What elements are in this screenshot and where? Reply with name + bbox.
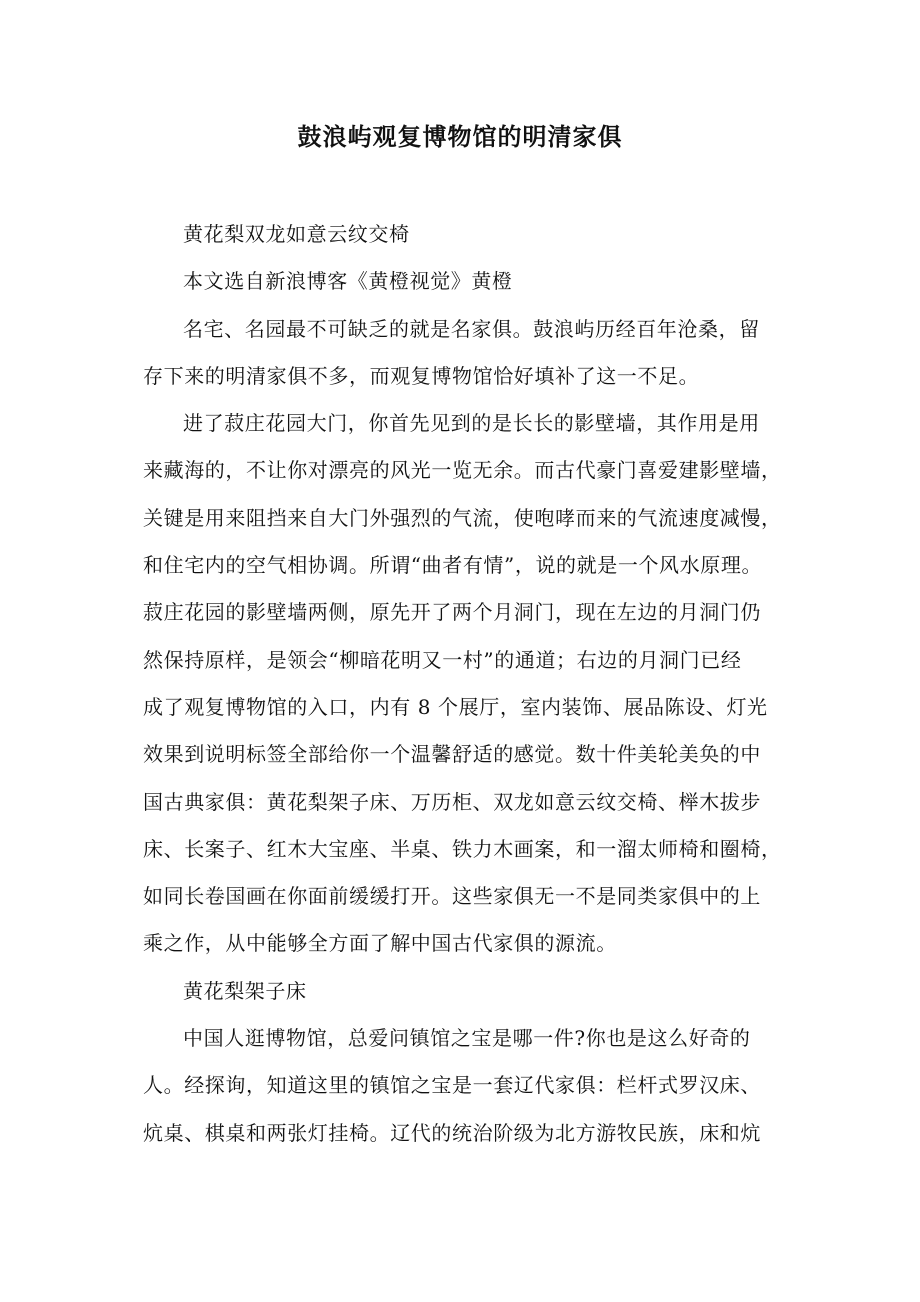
paragraph	[143, 314, 788, 409]
text-line: 成了观复博物馆的入口，内有 8 个展厅，室内装饰、展品陈设、灯光	[143, 694, 768, 719]
text-line: 然保持原样，是领会“柳暗花明又一村”的通道；右边的月洞门已经	[143, 647, 742, 672]
text-line: 菽庄花园的影壁墙两侧，原先开了两个月洞门，现在左边的月洞门仍	[143, 600, 761, 625]
text-line: 名宅、名园最不可缺乏的就是名家俱。鼓浪屿历经百年沧桑，留	[183, 316, 760, 341]
text-line: 乘之作，从中能够全方面了解中国古代家俱的源流。	[143, 931, 617, 956]
document-title: 鼓浪屿观复博物馆的明清家俱	[297, 122, 623, 151]
document-body	[143, 219, 788, 1165]
text-line: 炕桌、棋桌和两张灯挂椅。辽代的统治阶级为北方游牧民族，床和炕	[143, 1120, 761, 1145]
text-line: 床、长案子、红木大宝座、半桌、铁力木画案，和一溜太师椅和圈椅，	[143, 836, 782, 861]
text-line: 黄花梨双龙如意云纹交椅	[183, 222, 410, 246]
text-line: 本文选自新浪博客《黄橙视觉》黄橙	[183, 269, 513, 294]
text-line: 效果到说明标签全部给你一个温馨舒适的感觉。数十件美轮美奂的中	[143, 742, 761, 767]
paragraph	[143, 1023, 788, 1165]
text-line: 人。经探询，知道这里的镇馆之宝是一套辽代家俱：栏杆式罗汉床、	[143, 1073, 761, 1098]
paragraph	[143, 408, 788, 976]
text-line: 来藏海的，不让你对漂亮的风光一览无余。而古代豪门喜爱建影壁墙，	[143, 458, 782, 483]
paragraph	[143, 219, 788, 266]
paragraph	[143, 976, 788, 1023]
text-line: 存下来的明清家俱不多，而观复博物馆恰好填补了这一不足。	[143, 363, 700, 388]
text-line: 国古典家俱：黄花梨架子床、万历柜、双龙如意云纹交椅、榉木拔步	[143, 789, 761, 814]
text-line: 关键是用来阻挡来自大门外强烈的气流，使咆哮而来的气流速度减慢，	[143, 505, 782, 530]
paragraph	[143, 266, 788, 313]
text-line: 如同长卷国画在你面前缓缓打开。这些家俱无一不是同类家俱中的上	[143, 884, 761, 909]
text-line: 中国人逛博物馆，总爱问镇馆之宝是哪一件?你也是这么好奇的	[183, 1026, 751, 1051]
text-line: 进了菽庄花园大门，你首先见到的是长长的影壁墙，其作用是用	[183, 411, 760, 436]
text-line: 黄花梨架子床	[183, 978, 307, 1003]
text-line: 和住宅内的空气相协调。所谓“曲者有情”，说的就是一个风水原理。	[143, 553, 763, 578]
